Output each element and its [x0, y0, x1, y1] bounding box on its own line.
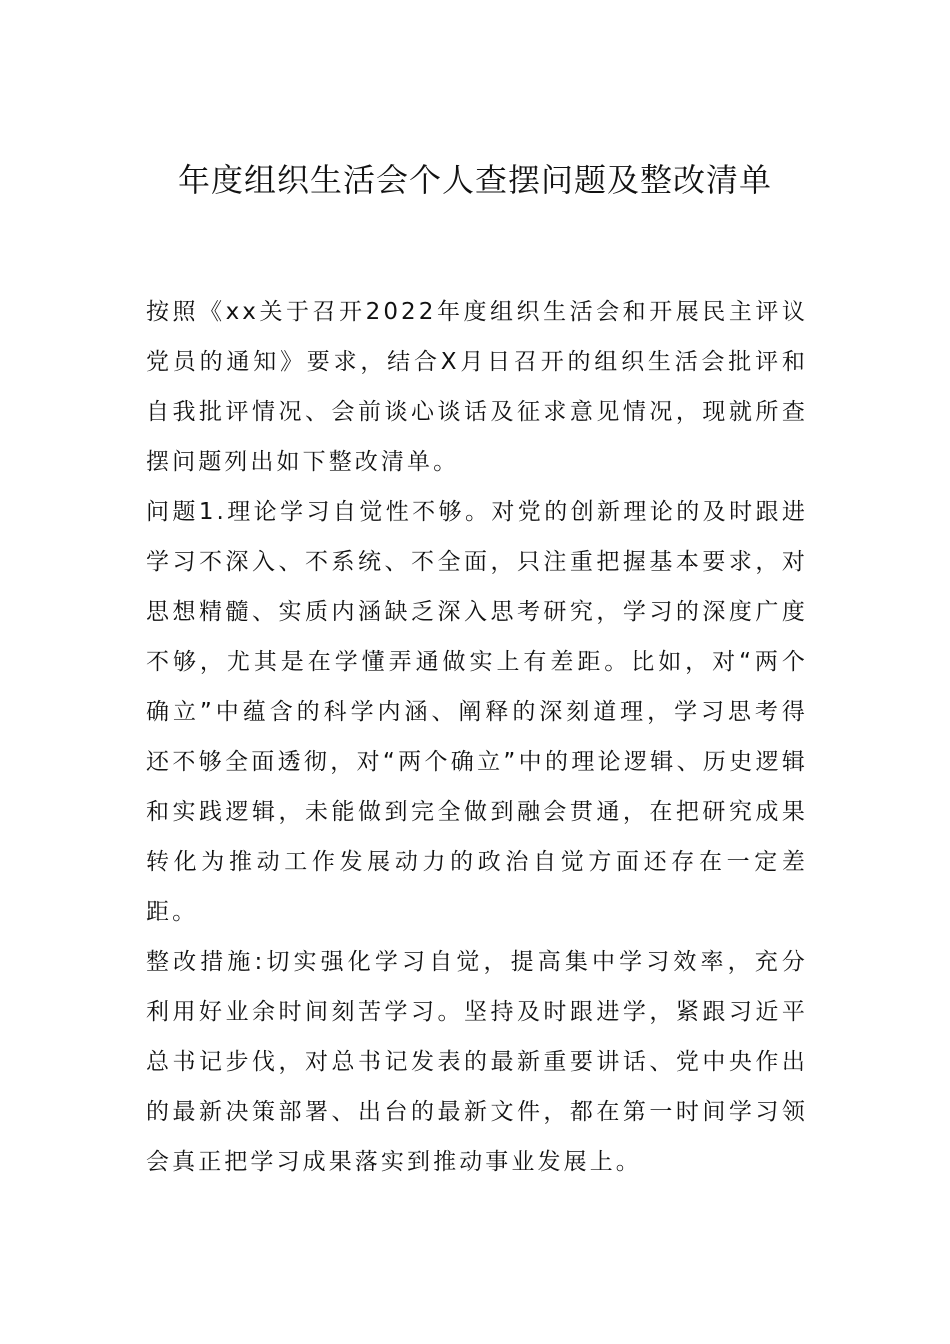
paragraph-rectification-measures: 整改措施:切实强化学习自觉，提高集中学习效率，充分利用好业余时间刻苦学习。坚持及时跟进学，紧跟习近平总书记步伐，对总书记发表的最新重要讲话、党中央作出的最新决策部署、出台的最新文件，都在第一时间学习领会真正把学习成果落实到推动事业发展上。 [146, 949, 808, 1175]
paragraph-problem-1: 问题1.理论学习自觉性不够。对党的创新理论的及时跟进学习不深入、不系统、不全面，只注重把握基本要求，对思想精髓、实质内涵缺乏深入思考研究，学习的深度广度不够，尤其是在学懂弄通做实上有差距。比如，对“两个确立”中蕴含的科学内涵、阐释的深刻道理，学习思考得还不够全面透彻，对“两个确立”中的理论逻辑、历史逻辑和实践逻辑，未能做到完全做到融会贯通，在把研究成果转化为推动工作发展动力的政治自觉方面还存在一定差距。 [146, 499, 808, 925]
document-title: 年度组织生活会个人查摆问题及整改清单 [177, 161, 772, 199]
paragraph-intro: 按照《xx关于召开2022年度组织生活会和开展民主评议党员的通知》要求，结合X月日召开的组织生活会批评和自我批评情况、会前谈心谈话及征求意见情况，现就所查摆问题列出如下整改清单。 [146, 299, 808, 475]
document-body [146, 287, 808, 1187]
